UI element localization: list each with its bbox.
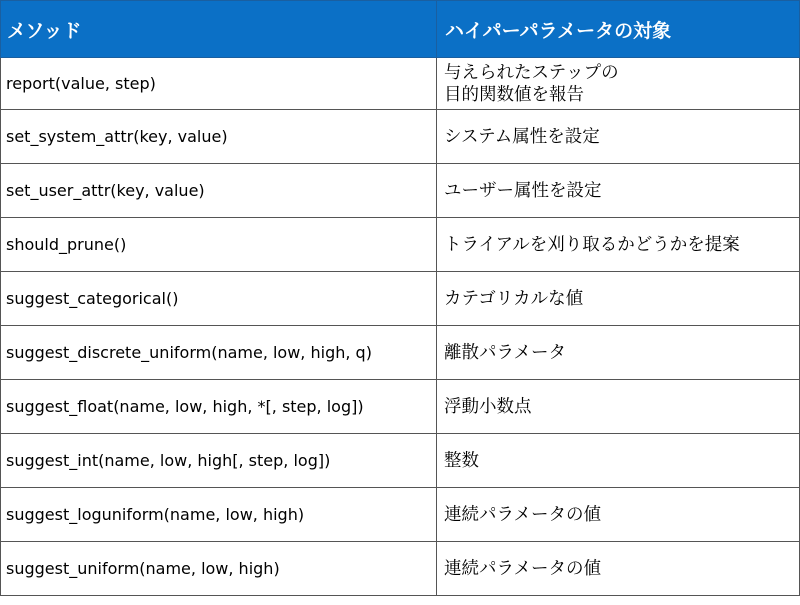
description-cell: カテゴリカルな値	[437, 272, 800, 326]
description-cell: 浮動小数点	[437, 380, 800, 434]
table-row	[1, 110, 800, 164]
table-row	[1, 380, 800, 434]
method-cell: suggest_float(name, low, high, *[, step, log])	[1, 380, 437, 434]
method-cell: suggest_categorical()	[1, 272, 437, 326]
description-cell: 連続パラメータの値	[437, 542, 800, 596]
description-cell: 連続パラメータの値	[437, 488, 800, 542]
description-cell: 整数	[437, 434, 800, 488]
header-method: メソッド	[1, 1, 437, 58]
table-row	[1, 164, 800, 218]
method-cell: suggest_loguniform(name, low, high)	[1, 488, 437, 542]
description-line: 与えられたステップの	[444, 62, 619, 83]
table-row	[1, 434, 800, 488]
table-row	[1, 58, 800, 110]
method-cell: set_user_attr(key, value)	[1, 164, 437, 218]
table-row	[1, 218, 800, 272]
table-row	[1, 326, 800, 380]
description-cell: システム属性を設定	[437, 110, 800, 164]
method-cell: should_prune()	[1, 218, 437, 272]
method-cell: suggest_int(name, low, high[, step, log])	[1, 434, 437, 488]
method-cell: suggest_uniform(name, low, high)	[1, 542, 437, 596]
description-cell: トライアルを刈り取るかどうかを提案	[437, 218, 800, 272]
method-cell: suggest_discrete_uniform(name, low, high, q)	[1, 326, 437, 380]
method-cell: set_system_attr(key, value)	[1, 110, 437, 164]
header-row	[1, 1, 800, 58]
table-row	[1, 272, 800, 326]
description-line: 目的関数値を報告	[444, 84, 584, 105]
header-target: ハイパーパラメータの対象	[437, 1, 800, 58]
table-row	[1, 542, 800, 596]
table-row	[1, 488, 800, 542]
description-cell: ユーザー属性を設定	[437, 164, 800, 218]
method-cell: report(value, step)	[1, 58, 437, 110]
description-cell: 離散パラメータ	[437, 326, 800, 380]
description-cell	[437, 58, 800, 110]
